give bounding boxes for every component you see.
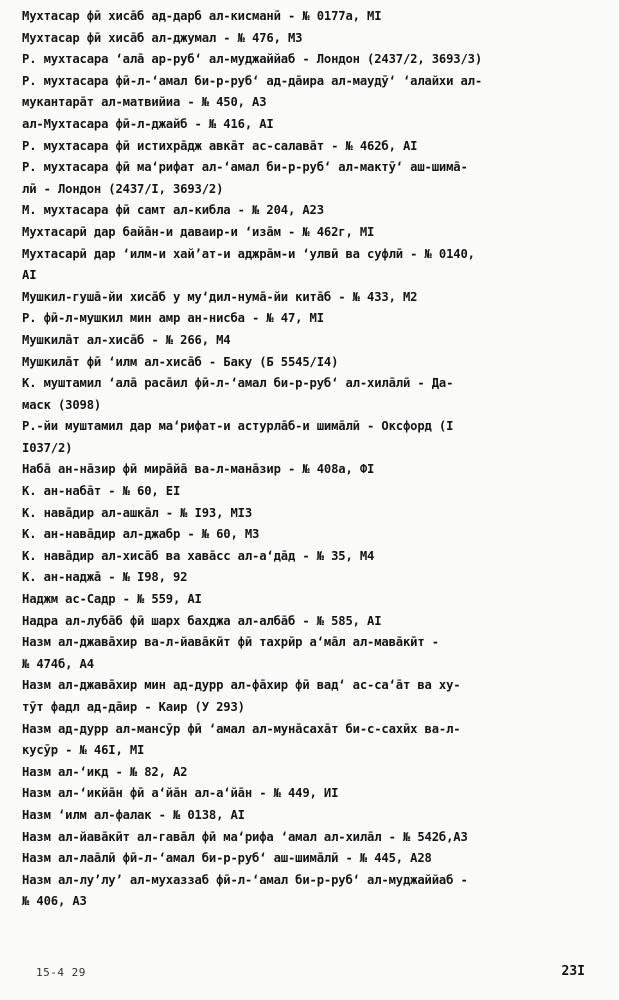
bibliography-entry	[22, 783, 612, 805]
bibliography-entry	[22, 870, 612, 913]
entry-line: Назм ал-ʻикд - № 82, А2	[22, 764, 188, 779]
entry-line: Назм ал-лаāлӣ фӣ-л-ʻамал би-р-рубʻ аш-шимāлӣ - № 445, А28	[22, 851, 432, 866]
bibliography-entry	[22, 308, 612, 330]
bibliography-entry	[22, 524, 612, 546]
entry-line: Р. фӣ-л-мушкил мин амр ан-нисба - № 47, МI	[22, 311, 324, 326]
bibliography-entry	[22, 675, 612, 718]
bibliography-entry	[22, 200, 612, 222]
entry-line: Назм ал-джавāхир ва-л-йавāкӣт фӣ тахрӣр аʻмāл ал-мавāкӣт -	[22, 635, 439, 650]
bibliography-entry	[22, 114, 612, 136]
entry-line: Наджм ас-Садр - № 559, АI	[22, 592, 202, 607]
bibliography-entry	[22, 6, 612, 28]
entry-line: Мухтасар фӣ хисāб ал-джумал - № 476, МЗ	[22, 30, 303, 45]
bibliography-entry	[22, 287, 612, 309]
bibliography-entry	[22, 805, 612, 827]
bibliography-entry	[22, 330, 612, 352]
bibliography-entry	[22, 244, 612, 287]
entry-line: К. ан-набāт - № 60, ЕI	[22, 484, 181, 499]
entry-continuation-line: № 406, АЗ	[22, 894, 87, 909]
entry-continuation-line: лӣ - Лондон (2437/I, 3693/2)	[22, 181, 224, 196]
entry-line: Мушкилāт фӣ ʻилм ал-хисāб - Баку (Б 5545/I4)	[22, 354, 339, 369]
bibliography-entry	[22, 589, 612, 611]
bibliography-entry	[22, 373, 612, 416]
entry-line: Р. мухтасара фӣ истихрāдж авкāт ас-салавāт - № 462б, АI	[22, 138, 418, 153]
bibliography-entry	[22, 632, 612, 675]
entry-line: Р. мухтасара фӣ маʻрифат ал-ʻамал би-р-рубʻ ал-мактӯʻ аш-шимā-	[22, 160, 468, 175]
entry-line: К. навāдир ал-ашкāл - № I93, МI3	[22, 505, 252, 520]
entry-line: К. ан-наджā - № I98, 92	[22, 570, 188, 585]
bibliography-entry	[22, 49, 612, 71]
bibliography-entry	[22, 416, 612, 459]
entry-line: Р. мухтасара фӣ-л-ʻамал би-р-рубʻ ад-дāира ал-маудӯʻ ʻалайхи ал-	[22, 73, 482, 88]
entry-continuation-line: мукантарāт ал-матвийиа - № 450, АЗ	[22, 95, 267, 110]
bibliography-list	[22, 6, 612, 913]
entry-line: Назм ал-луʼлуʼ ал-мухаззаб фӣ-л-ʻамал би-р-рубʻ ал-муджаййаб -	[22, 872, 468, 887]
bibliography-entry	[22, 71, 612, 114]
entry-line: Р.-йи муштамил дар маʻрифат-и астурлāб-и шимāлӣ - Оксфорд (I	[22, 419, 454, 434]
entry-continuation-line: I037/2)	[22, 440, 73, 455]
page-number: 23I	[561, 964, 585, 979]
entry-line: Назм ʻилм ал-фалак - № 0138, АI	[22, 807, 245, 822]
bibliography-entry	[22, 611, 612, 633]
entry-line: К. навāдир ал-хисāб ва хавāсс ал-аʻдāд - № 35, М4	[22, 548, 375, 563]
entry-line: Назм ад-дурр ал-мансӯр фӣ ʻамал ал-мунāсахāт би-с-сахӣх ва-л-	[22, 721, 461, 736]
bibliography-entry	[22, 503, 612, 525]
bibliography-entry	[22, 459, 612, 481]
entry-line: Мухтасарӣ дар байāн-и даваир-и ʻизāм - № 462г, МI	[22, 224, 375, 239]
entry-line: Назм ал-йавāкӣт ал-гавāл фӣ маʻрифа ʻамал ал-хилāл - № 542б,АЗ	[22, 829, 468, 844]
bibliography-entry	[22, 827, 612, 849]
entry-line: К. муштамил ʻалā расāил фӣ-л-ʻамал би-р-рубʻ ал-хилāлӣ - Да-	[22, 376, 454, 391]
entry-line: Мухтасар фӣ хисāб ад-дарб ал-кисманӣ - № 0177а, МI	[22, 9, 382, 23]
bibliography-entry	[22, 848, 612, 870]
entry-line: К. ан-навāдир ал-джабр - № 60, МЗ	[22, 527, 260, 542]
bibliography-entry	[22, 136, 612, 158]
bibliography-entry	[22, 157, 612, 200]
entry-continuation-line: маск (3098)	[22, 397, 102, 412]
entry-line: Р. мухтасара ʻалā ар-рубʻ ал-муджаййаб - Лондон (2437/2, 3693/3)	[22, 52, 482, 67]
entry-line: Мухтасарӣ дар ʻилм-и хайʼат-и аджрāм-и ʻулвӣ ва суфлӣ - № 0140,	[22, 246, 475, 261]
bibliography-entry	[22, 352, 612, 374]
entry-line: Назм ал-ʻикйāн фӣ аʻйāн ал-аʻйāн - № 449, ИI	[22, 786, 339, 801]
bibliography-entry	[22, 222, 612, 244]
bibliography-entry	[22, 546, 612, 568]
entry-line: Набā ан-нāзир фӣ мирāйā ва-л-манāзир - № 408а, ФI	[22, 462, 375, 477]
entry-line: Назм ал-джавāхир мин ад-дурр ал-фāхир фӣ вадʻ ас-саʻāт ва ху-	[22, 678, 461, 693]
entry-line: Мушкил-гушā-йи хисāб у муʻдил-нумā-йи китāб - № 433, М2	[22, 289, 418, 304]
entry-continuation-line: тӯт фадл ад-дāир - Каир (У 293)	[22, 700, 245, 714]
bibliography-entry	[22, 481, 612, 503]
entry-line: М. мухтасара фӣ самт ал-кибла - № 204, А23	[22, 203, 324, 218]
printer-signature: 15-4 29	[36, 966, 86, 979]
entry-continuation-line: АI	[22, 268, 37, 283]
entry-continuation-line: № 474б, А4	[22, 656, 94, 671]
bibliography-entry	[22, 719, 612, 762]
entry-line: Надра ал-лубāб фӣ шарх бахджа ал-албāб - № 585, АI	[22, 613, 382, 628]
entry-line: Мушкилāт ал-хисāб - № 266, М4	[22, 332, 231, 347]
bibliography-entry	[22, 28, 612, 50]
bibliography-entry	[22, 567, 612, 589]
bibliography-entry	[22, 762, 612, 784]
entry-continuation-line: кусӯр - № 46I, МI	[22, 743, 145, 758]
entry-line: ал-Мухтасара фӣ-л-джайб - № 416, АI	[22, 116, 274, 131]
